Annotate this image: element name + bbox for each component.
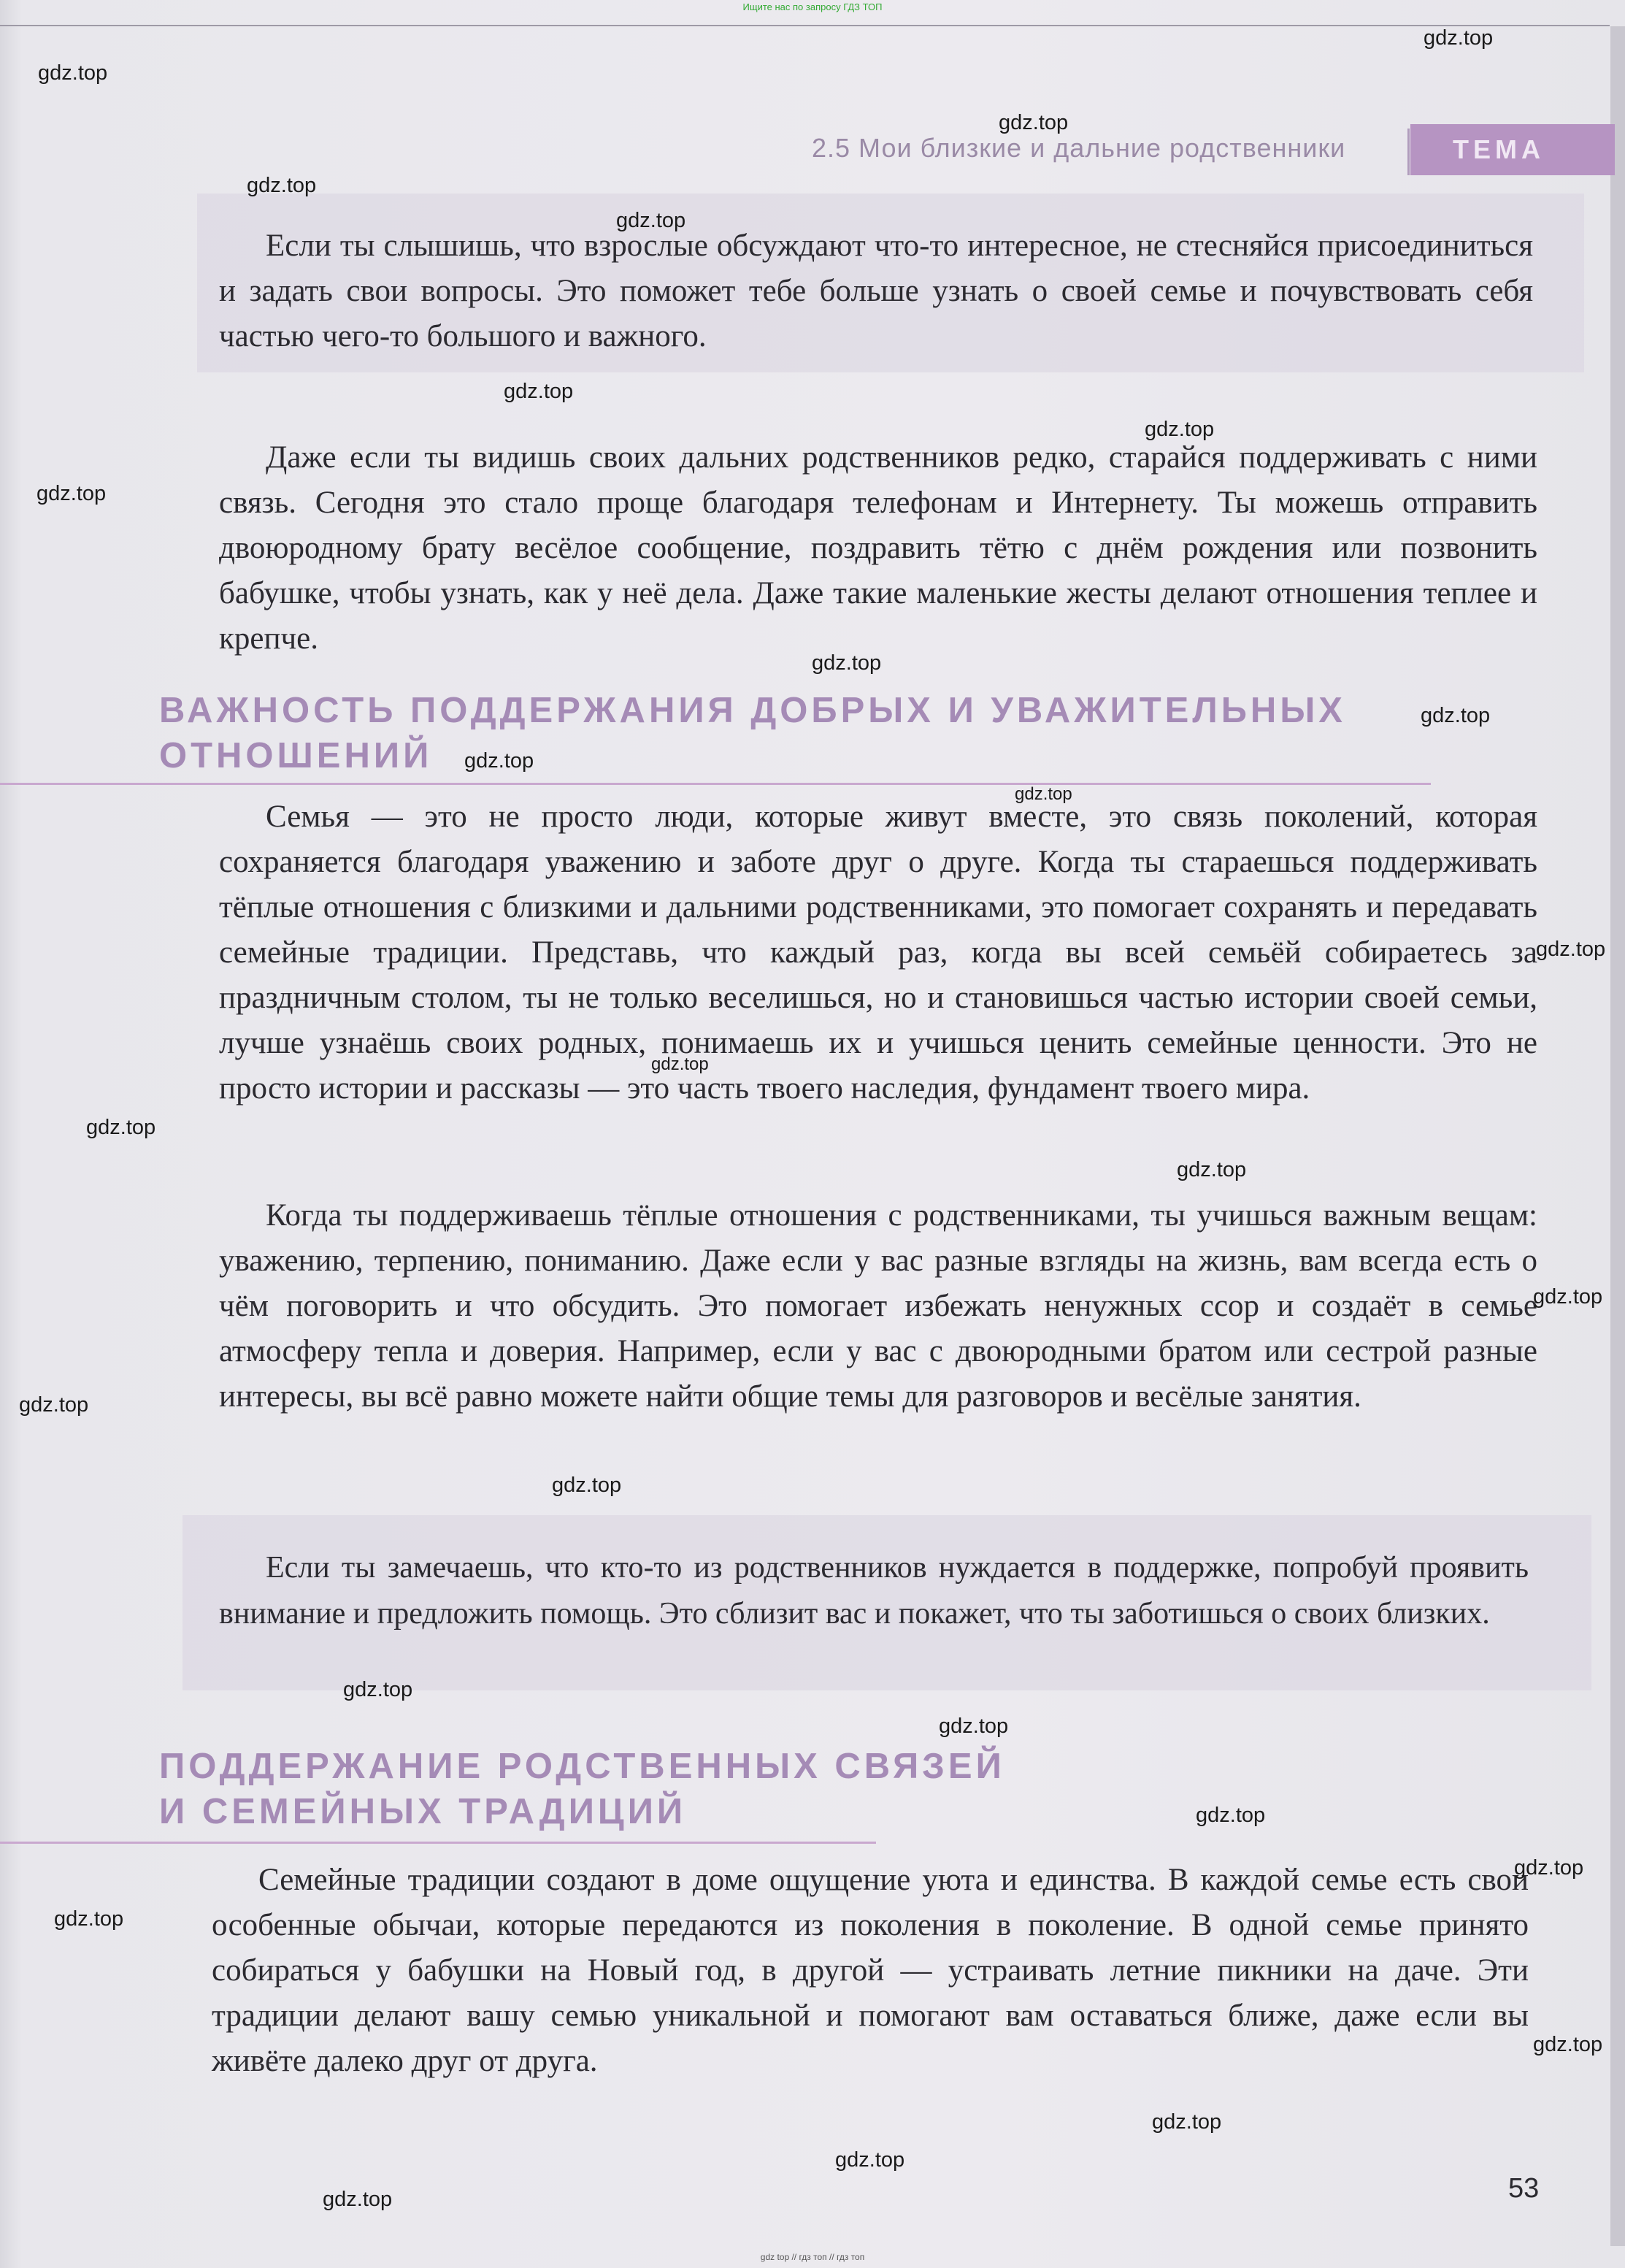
watermark: gdz.top [812, 651, 882, 675]
watermark: gdz.top [54, 1907, 124, 1931]
watermark: gdz.top [999, 111, 1069, 134]
watermark: gdz.top [38, 61, 108, 85]
paragraph: Если ты замечаешь, что кто-то из родственников нуждается в поддержке, попробуй проявить внимание и предложить помощь. Это сблизит вас и покажет, что ты заботишься о своих близких. [219, 1551, 1529, 1631]
watermark: gdz.top [86, 1116, 156, 1139]
watermark: gdz.top [835, 2148, 905, 2172]
tema-badge: ТЕМА [1410, 124, 1615, 175]
paragraph: Когда ты поддерживаешь тёплые отношения с родственниками, ты учишься важным вещам: уважению, терпению, пониманию. Даже если у вас разные взгляды на жизнь, вам всегда есть о чём поговорить и что обсудить. Это помогает избежать ненужных ссор и создаёт в семье атмосферу тепла и доверия. Например, если у вас с двоюродными братом или сестрой разные интересы, вы всё равно можете найти общие темы для разговоров и весёлые занятия. [219, 1198, 1537, 1414]
watermark: gdz.top [19, 1393, 89, 1417]
watermark: gdz.top [1152, 2110, 1222, 2134]
watermark: gdz.top [247, 174, 317, 197]
section-heading-line: ПОДДЕРЖАНИЕ РОДСТВЕННЫХ СВЯЗЕЙ [159, 1747, 1005, 1786]
header-separator [1407, 129, 1410, 175]
section-heading-line: И СЕМЕЙНЫХ ТРАДИЦИЙ [159, 1792, 687, 1831]
page-number: 53 [1508, 2173, 1540, 2204]
paragraph: Семейные традиции создают в доме ощущение уюта и единства. В каждой семье есть свои особенные обычаи, которые передаются из поколения в поколение. В одной семье принято собираться у бабушки на Новый год, в другой — устраивать летние пикники на даче. Эти традиции делают вашу семью уникальной и помогают вам оставаться ближе, даже если вы живёте далеко друг от друга. [212, 1863, 1529, 2078]
watermark: gdz.top [1196, 1804, 1266, 1827]
watermark: gdz.top [1424, 26, 1494, 50]
top-rule [0, 25, 1610, 26]
paragraph: Если ты слышишь, что взрослые обсуждают что-то интересное, не стесняйся присоединиться и задать свои вопросы. Это поможет тебе больше узнать о своей семье и почувствовать себя частью чего-то большого и важного. [219, 229, 1533, 353]
watermark: gdz.top [1145, 418, 1215, 441]
chapter-title: 2.5 Мои близкие и дальние родственники [812, 133, 1346, 163]
watermark: gdz.top [504, 380, 574, 403]
watermark: gdz.top [1421, 704, 1491, 727]
heading-rule [0, 1842, 876, 1844]
paragraph: Даже если ты видишь своих дальних родственников редко, старайся поддерживать с ними связь. Сегодня это стало проще благодаря телефонам и Интернету. Ты можешь отправить двоюродному брату весёлое сообщение, поздравить тётю с днём рождения или позвонить бабушке, чтобы узнать, как у неё дела. Даже такие маленькие жесты делают отношения теплее и крепче. [219, 440, 1537, 656]
bottom-note: gdz top // гдз топ // гдз топ [760, 2252, 865, 2262]
paragraph: Семья — это не просто люди, которые живут вместе, это связь поколений, которая сохраняется благодаря уважению и заботе друг о друге. Когда ты стараешься поддерживать тёплые отношения с близкими и дальними родственниками, это помогает сохранять и передавать семейные традиции. Представь, что каждый раз, когда вы всей семьёй собираетесь за праздничным столом, ты не только веселишься, но и становишься частью истории своей семьи, лучше узнаёшь своих родных, понимаешь их и учишься ценить семейные ценности. Это не просто истории и рассказы — это часть твоего наследия, фундамент твоего мира. [219, 800, 1537, 1106]
watermark: gdz.top [1177, 1158, 1247, 1181]
watermark: gdz.top [552, 1474, 622, 1497]
watermark: gdz.top [616, 209, 686, 232]
watermark: gdz.top [1536, 938, 1606, 961]
heading-rule [0, 783, 1431, 785]
watermark: gdz.top [37, 482, 107, 505]
watermark: gdz.top [1533, 2033, 1603, 2056]
section-heading-line: ВАЖНОСТЬ ПОДДЕРЖАНИЯ ДОБРЫХ И УВАЖИТЕЛЬНЫХ [159, 691, 1346, 730]
watermark: gdz.top [323, 2188, 393, 2211]
section-heading [159, 688, 1346, 778]
watermark: gdz.top [651, 1054, 709, 1074]
watermark: gdz.top [464, 749, 534, 773]
section-heading-line: ОТНОШЕНИЙ [159, 736, 433, 775]
watermark: gdz.top [1533, 1285, 1603, 1309]
watermark: gdz.top [343, 1678, 413, 1701]
section-heading [159, 1744, 1005, 1834]
watermark: gdz.top [1514, 1856, 1584, 1880]
top-note: Ищите нас по запросу ГДЗ ТОП [742, 1, 883, 12]
watermark: gdz.top [939, 1715, 1009, 1738]
page-edge [1610, 26, 1625, 2246]
watermark: gdz.top [1015, 784, 1072, 804]
